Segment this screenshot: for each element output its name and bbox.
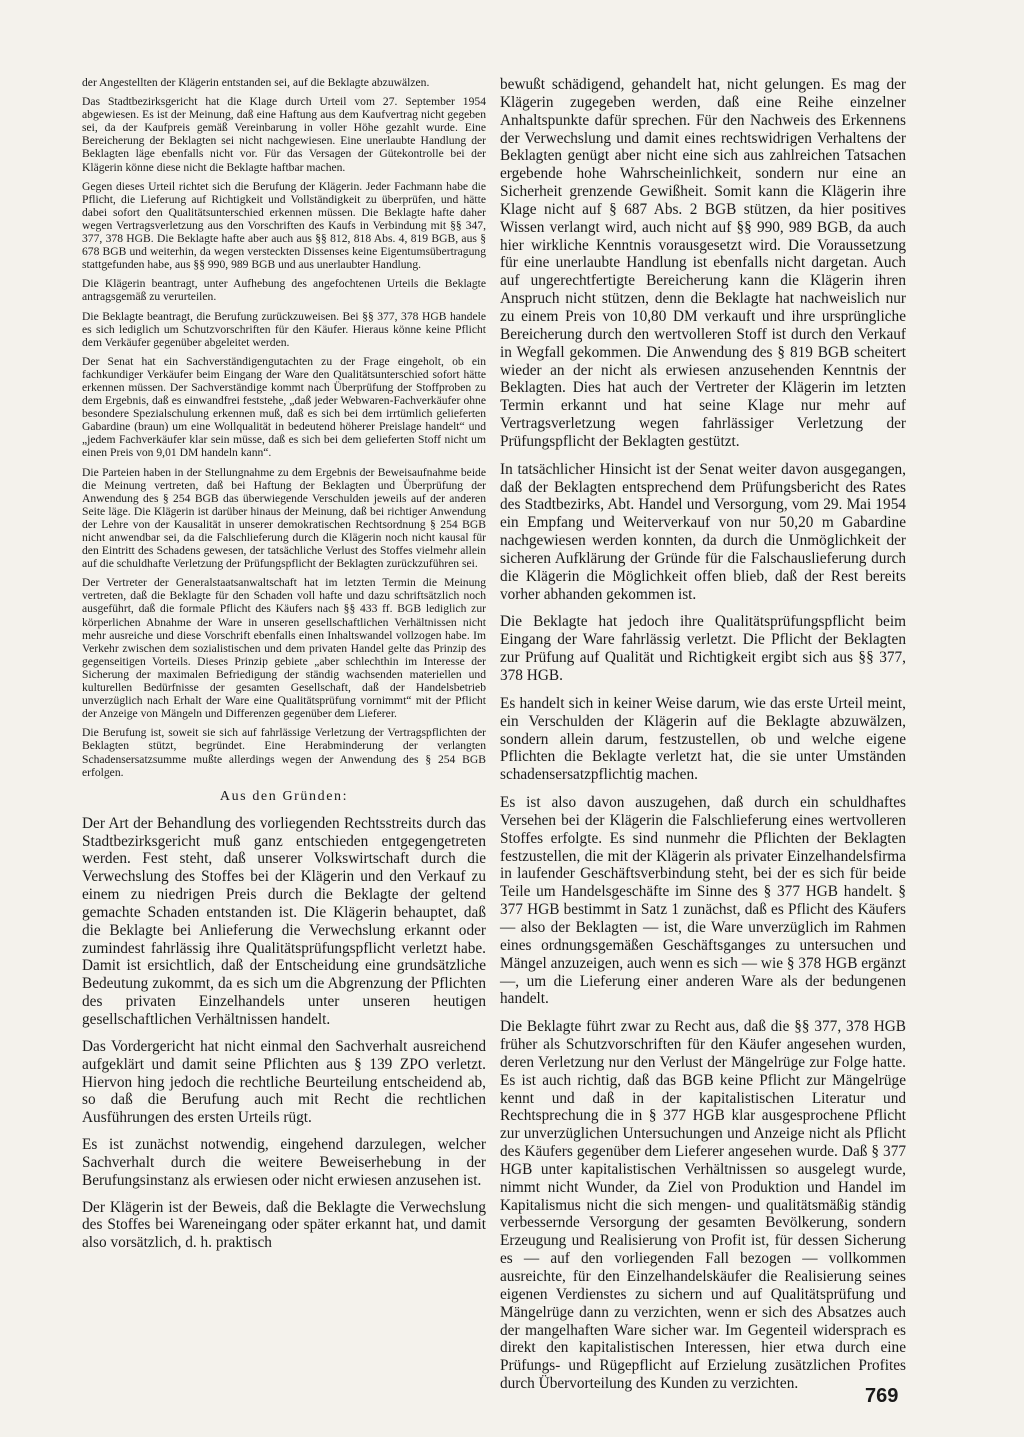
paragraph: Es ist zunächst notwendig, eingehend darzulegen, welcher Sachverhalt durch die weitere Beweiserhebung in der Berufungsinstanz als erwiesen oder nicht erwiesen anzusehen ist.: [82, 1136, 486, 1189]
paragraph: Gegen dieses Urteil richtet sich die Berufung der Klägerin. Jeder Fachmann habe die Pflicht, die Lieferung auf Richtigkeit und Vollständigkeit zu überprüfen, und hätte dabei sofort den Qualitätsunterschied erkennen müssen. Die Beklagte hafte daher wegen Vertragsverletzung aus den Vorschriften des Kaufs in Verbindung mit §§ 347, 377, 378 HGB. Die Beklagte hafte aber auch aus §§ 812, 818 Abs. 4, 819 BGB, aus § 678 BGB und weiterhin, da wegen versteckten Dissenses keine Eigentumsübertragung stattgefunden habe, aus §§ 990, 989 BGB und aus unerlaubter Handlung.: [82, 179, 486, 272]
section-heading: Aus den Gründen:: [219, 788, 349, 804]
page-number: 769: [865, 1385, 899, 1407]
paragraph: Der Klägerin ist der Beweis, daß die Beklagte die Verwechslung des Stoffes bei Wareneingang oder später erkannt hat, und damit also vorsätzlich, d. h. praktisch: [82, 1198, 486, 1252]
case-facts-block: [82, 76, 486, 779]
paragraph: Die Parteien haben in der Stellungnahme zu dem Ergebnis der Beweisaufnahme beide die Meinung vertreten, daß bei Haftung der Beklagten und Überprüfung der Anwendung des § 254 BGB das überwiegende Verschulden jeweils auf der anderen Seite läge. Die Klägerin ist darüber hinaus der Meinung, daß bei richtiger Anwendung der Lehre von der Kausalität in unserer demokratischen Rechtsordnung § 254 BGB nicht anwendbar sei, da die Falschlieferung durch die Klägerin noch nicht kausal für den Eintritt des Schadens gewesen, der tatsächliche Verlust des Stoffes vielmehr allein auf die schuldhafte Verletzung der Prüfungspflicht der Beklagten zurückzuführen sei.: [82, 465, 486, 571]
paragraph: der Angestellten der Klägerin entstanden sei, auf die Beklagte abzuwälzen.: [82, 76, 430, 89]
paragraph: Es handelt sich in keiner Weise darum, wie das erste Urteil meint, ein Verschulden der Klägerin auf die Beklagte abzuwälzen, sondern allein darum, festzustellen, ob und welche eigene Pflichten die Beklagte verletzt hat, die sie unter Umständen schadensersatzpflichtig machen.: [500, 694, 906, 784]
paragraph: Der Senat hat ein Sachverständigengutachten zu der Frage eingeholt, ob ein fachkundiger Verkäufer beim Eingang der Ware den Qualitätsunterschied sofort hätte erkennen müssen. Der Sachverständige kommt nach Überprüfung der Stoffproben zu dem Ergebnis, daß es einwandfrei feststehe, „daß jeder Webwaren-Fachverkäufer ohne besondere Spezialschulung erkennen muß, daß es sich bei dem irrtümlich gelieferten Gabardine (braun) um eine Wollqualität in bedeutend höherer Preislage handelt“ und „jedem Fachverkäufer klar sein müsse, daß es sich bei dem gelieferten Stoff nicht um einen Preis von 9,01 DM handeln kann“.: [82, 354, 486, 460]
paragraph: Das Stadtbezirksgericht hat die Klage durch Urteil vom 27. September 1954 abgewiesen. Es ist der Meinung, daß eine Haftung aus dem Kaufvertrag nicht gegeben sei, da der Kaufpreis gemäß Vereinbarung in voller Höhe gezahlt wurde. Eine Bereicherung der Beklagten sei nicht nachgewiesen. Eine unerlaubte Handlung der Beklagten läge ebenfalls nicht vor. Für das Versagen der Gütekontrolle bei der Klägerin könne diese nicht die Beklagte haftbar machen.: [82, 95, 486, 174]
paragraph: Die Klägerin beantragt, unter Aufhebung des angefochtenen Urteils die Beklagte antragsgemäß zu verurteilen.: [82, 277, 486, 304]
paragraph: Es ist also davon auszugehen, daß durch ein schuldhaftes Versehen bei der Klägerin die Falschlieferung eines wertvolleren Stoffes erfolgte. Es sind nunmehr die Pflichten der Beklagten festzustellen, die mit der Klägerin als privater Einzelhandelsfirma in laufender Geschäftsverbindung steht, bei der es sich für beide Teile um Handelsgeschäfte im Sinne des § 377 HGB handelt. § 377 HGB bestimmt in Satz 1 zunächst, daß es Pflicht des Käufers — also der Beklagten — ist, die Ware unverzüglich im Rahmen eines ordnungsgemäßen Geschäftsganges zu untersuchen und Mängel anzuzeigen, auch wenn es sich — wie § 378 HGB ergänzt —, um die Lieferung einer anderen Ware als der bedungenen handelt.: [500, 794, 906, 1008]
paragraph: Der Art der Behandlung des vorliegenden Rechtsstreits durch das Stadtbezirksgericht muß ganz entschieden entgegengetreten werden. Fest steht, daß unserer Volkswirtschaft durch die Verwechslung des Stoffes bei der Klägerin und den Verkauf zu einem zu niedrigen Preis durch die Beklagte der geltend gemachte Schaden entstanden ist. Die Klägerin behauptet, daß die Beklagte bei Anlieferung die Verwechslung erkannt oder zumindest fahrlässig ihre Qualitätsprüfungspflicht verletzt habe. Damit ist ersichtlich, daß der Entscheidung eine grundsätzliche Bedeutung zukommt, da es sich um die Abgrenzung der Pflichten des privaten Einzelhandels unter unseren heutigen gesellschaftlichen Verhältnissen handelt.: [82, 814, 486, 1028]
paragraph: Die Beklagte hat jedoch ihre Qualitätsprüfungspflicht beim Eingang der Ware fahrlässig verletzt. Die Pflicht der Beklagten zur Prüfung auf Qualität und Richtigkeit ergibt sich aus §§ 377, 378 HGB.: [500, 613, 906, 684]
right-column: [500, 76, 906, 1403]
reasons-block: [82, 815, 486, 1252]
left-column: [82, 76, 486, 1261]
paragraph: In tatsächlicher Hinsicht ist der Senat weiter davon ausgegangen, daß der Beklagten entsprechend dem Prüfungsbericht des Rates des Stadtbezirks, Abt. Handel und Versorgung, vom 29. Mai 1954 ein Empfang und Weiterverkauf von nur 50,20 m Gabardine nachgewiesen werden konnten, da durch die Unmöglichkeit der sicheren Aufklärung der Gründe für die Falschauslieferung durch die Klägerin die Möglichkeit offen blieb, daß der Rest bereits vorher abhanden gekommen ist.: [500, 460, 906, 603]
paragraph: Die Beklagte beantragt, die Berufung zurückzuweisen. Bei §§ 377, 378 HGB handele es sich lediglich um Schutzvorschriften für den Käufer. Hieraus könne keine Pflicht dem Verkäufer gegenüber abgeleitet werden.: [82, 309, 486, 349]
paragraph: Das Vordergericht hat nicht einmal den Sachverhalt ausreichend aufgeklärt und damit seine Pflichten aus § 139 ZPO verletzt. Hiervon hing jedoch die rechtliche Beurteilung entscheidend ab, so daß die Berufung auch mit Recht die rechtlichen Ausführungen des ersten Urteils rügt.: [82, 1037, 486, 1127]
paragraph: Der Vertreter der Generalstaatsanwaltschaft hat im letzten Termin die Meinung vertreten, daß die Beklagte für den Schaden voll hafte und dazu schriftsätzlich noch ausgeführt, daß die formale Pflicht des Käufers nach §§ 433 ff. BGB lediglich zur körperlichen Abnahme der Ware in unseren gesellschaftlichen Verhältnissen nicht mehr ausreiche und diese Vorschrift ebenfalls einen Inhaltswandel vollzogen habe. Im Verkehr zwischen dem sozialistischen und dem privaten Handel gelte das Prinzip des gegenseitigen Vorteils. Dieses Prinzip gebiete „aber schlechthin im Interesse der Sicherung der maximalen Befriedigung der ständig wachsenden materiellen und kulturellen Bedürfnisse der gesamten Gesellschaft, daß der Handelsbetrieb unverzüglich nach Erhalt der Ware eine Qualitätsprüfung vornimmt“ mit der Pflicht der Anzeige von Mängeln und Differenzen gegenüber dem Lieferer.: [82, 576, 486, 721]
paragraph: Die Berufung ist, soweit sie sich auf fahrlässige Verletzung der Vertragspflichten der Beklagten stützt, begründet. Eine Herabminderung der verlangten Schadensersatzsumme mußte allerdings wegen der Anwendung des § 254 BGB erfolgen.: [82, 726, 486, 779]
paragraph: Die Beklagte führt zwar zu Recht aus, daß die §§ 377, 378 HGB früher als Schutzvorschriften für den Käufer angesehen wurden, deren Verletzung nur den Verlust der Mängelrüge zur Folge hatte. Es ist auch richtig, daß das BGB keine Pflicht zur Mängelrüge kennt und daß in der kapitalistischen Literatur und Rechtsprechung die in § 377 HGB klar ausgesprochene Pflicht zur unverzüglichen Untersuchungen und Anzeige nicht als Pflicht des Käufers gegenüber dem Lieferer angesehen wurde. Daß § 377 HGB unter kapitalistischen Verhältnissen so ausgelegt wurde, nimmt nicht Wunder, da Ziel von Produktion und Handel im Kapitalismus nicht die sich mengen- und qualitätsmäßig ständig verbessernde Versorgung der gesamten Bevölkerung, sondern Erzeugung und Realisierung von Profit ist, für dessen Sicherung es — auf den vorliegenden Fall bezogen — vollkommen ausreichte, für den Einzelhandelskäufer die Realisierung seines eigenen Verdienstes zu sichern und auf Qualitätsprüfung und Mängelrüge dann zu verzichten, wenn er sich des Absatzes auch der mangelhaften Ware sicher war. Im Gegenteil widersprach es direkt den kapitalistischen Interessen, hier etwa durch eine Prüfungs- und Rügepflicht auf Erzielung zusätzlichen Profites durch Übervorteilung des Kunden zu verzichten.: [500, 1018, 906, 1393]
paragraph: bewußt schädigend, gehandelt hat, nicht gelungen. Es mag der Klägerin zugegeben werden, daß eine Reihe einzelner Anhaltspunkte dafür sprechen. Für den Nachweis des Erkennens der Verwechslung und damit eines rechtswidrigen Verhaltens der Beklagten genügt aber nicht eine sich aus zahlreichen Tatsachen ergebende hohe Wahrscheinlichkeit, sondern nur eine an Sicherheit grenzende Gewißheit. Somit kann die Klägerin ihre Klage nicht auf § 687 Abs. 2 BGB stützen, da hier positives Wissen verlangt wird, auch nicht auf §§ 990, 989 BGB, da auch hier wirkliche Kenntnis vorausgesetzt wird. Die Voraussetzung für eine unerlaubte Handlung ist ebenfalls nicht dargetan. Auch auf ungerechtfertigte Bereicherung kann die Klägerin ihren Anspruch nicht stützen, denn die Beklagte hat nachweislich nur zu einem Preis von 10,80 DM verkauft und ihre ursprüngliche Bereicherung durch den wertvolleren Stoff ist durch den Verkauf in Wegfall gekommen. Die Anwendung des § 819 BGB scheitert wieder an der nicht als erwiesen anzusehenden Kenntnis der Beklagten. Dies hat auch der Vertreter der Klägerin im letzten Termin erkannt und hat seine Klage nur mehr auf Vertragsverletzung wegen fahrlässiger Verletzung der Prüfungspflicht der Beklagten gestützt.: [500, 76, 906, 450]
